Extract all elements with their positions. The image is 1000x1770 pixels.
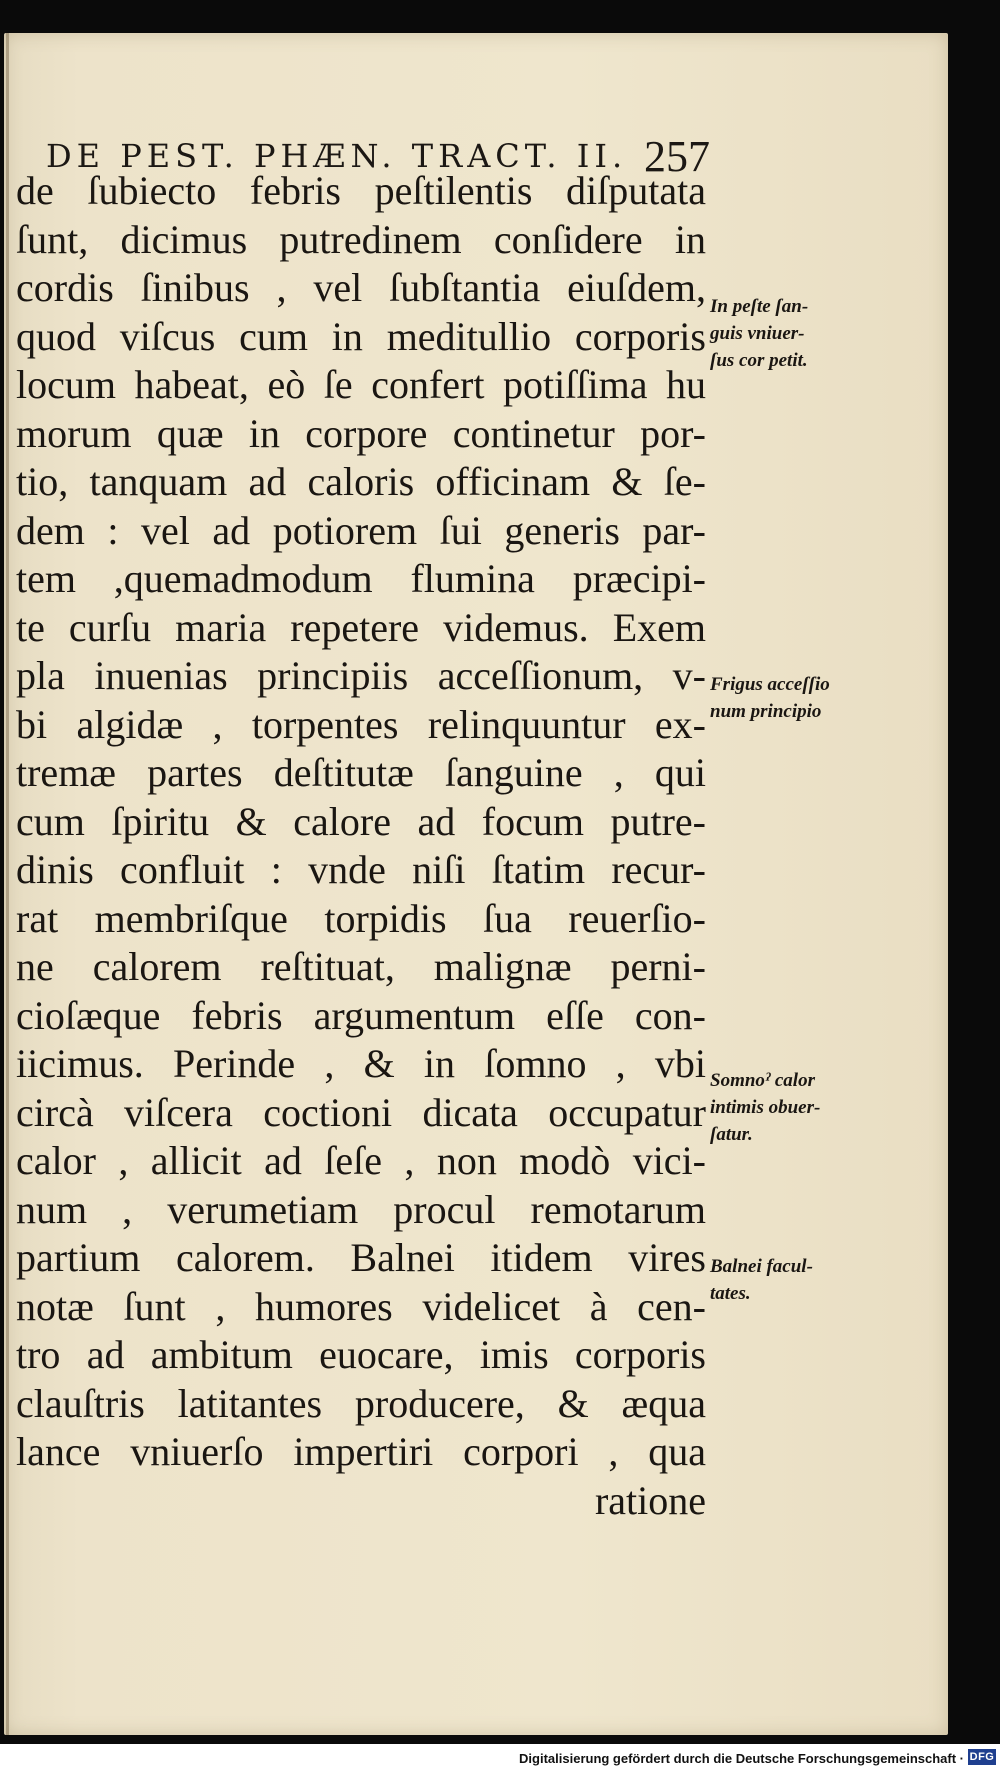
margin-note-line: Somnoˀ calor <box>710 1070 815 1091</box>
margin-note-line: ſus cor petit. <box>710 350 808 371</box>
text-line: circà viſcera coctioni dicata occupatur <box>16 1089 706 1135</box>
margin-note-line: Frigus acceſſio <box>710 674 830 695</box>
text-line: partium calorem. Balnei itidem vires <box>16 1235 706 1280</box>
text-line: iicimus. Perinde , & in ſomno , vbi <box>16 1041 706 1086</box>
text-line: tem ,quemadmodum flumina præcipi- <box>16 556 706 601</box>
text-line: dem : vel ad potiorem ſui generis par- <box>16 507 706 553</box>
text-line: cioſæque febris argumentum eſſe con- <box>16 992 706 1038</box>
text-line: morum quæ in corpore continetur por- <box>16 410 706 456</box>
text-line: tio, tanquam ad caloris officinam & ſe- <box>16 459 706 504</box>
text-line: pla inuenias principiis acceſſionum, v- <box>16 653 706 698</box>
text-line: dinis confluit : vnde niſi ſtatim recur- <box>16 847 706 892</box>
margin-note-sleep-heat <box>710 1067 860 1148</box>
funding-credit: Digitalisierung gefördert durch die Deutsche Forschungsgemeinschaft · <box>519 1751 964 1766</box>
margin-note-cold-onset <box>710 671 860 725</box>
margin-note-line: Balnei facul- <box>710 1256 813 1277</box>
footer-bar <box>0 1744 1000 1770</box>
text-line: tremæ partes deſtitutæ ſanguine , qui <box>16 750 706 795</box>
text-line: ſunt, dicimus putredinem conſidere in <box>16 216 706 262</box>
margin-note-line: ſatur. <box>710 1124 753 1145</box>
text-line: rat membriſque torpidis ſua reuerſio- <box>16 895 706 941</box>
page-number: 257 <box>644 132 710 181</box>
text-line: calor , allicit ad ſeſe , non modò vici- <box>16 1138 706 1183</box>
text-line: locum habeat, eò ſe confert potiſſima hu <box>16 362 706 407</box>
text-line: tro ad ambitum euocare, imis corporis <box>16 1332 706 1377</box>
text-line: ne calorem reſtituat, malignæ perni- <box>16 944 706 989</box>
margin-note-line: num principio <box>710 701 822 722</box>
text-line: cordis ſinibus , vel ſubſtantia eiuſdem, <box>16 265 706 310</box>
catchword: ratione <box>594 1477 706 1523</box>
margin-note-line: guis vniuer- <box>710 323 805 344</box>
text-line: quod viſcus cum in meditullio corporis <box>16 313 706 359</box>
text-line: cum ſpiritu & calore ad focum putre- <box>16 798 706 844</box>
running-header: DE PEST. PHÆN. TRACT. II. <box>46 137 628 175</box>
page-edge <box>6 33 9 1735</box>
margin-note-line: tates. <box>710 1283 751 1304</box>
margin-note-line: intimis obuer- <box>710 1097 821 1118</box>
text-line: te curſu maria repetere videmus. Exem <box>16 604 706 650</box>
text-line: notæ ſunt , humores videlicet à cen- <box>16 1283 706 1329</box>
text-line: clauſtris latitantes producere, & æqua <box>16 1380 706 1426</box>
text-line: de ſubiecto febris peſtilentis diſputata <box>16 168 706 213</box>
margin-note-bath-faculties <box>710 1253 860 1307</box>
dfg-logo: DFG <box>969 1751 995 1763</box>
text-line: lance vniuerſo impertiri corpori , qua <box>16 1429 706 1474</box>
margin-note-line: In peſte ſan- <box>710 296 809 317</box>
main-text <box>16 167 706 1525</box>
margin-note-plague-blood <box>710 293 860 374</box>
text-line: bi algidæ , torpentes relinquuntur ex- <box>16 701 706 747</box>
book-page <box>4 33 948 1735</box>
text-line: num , verumetiam procul remotarum <box>16 1186 706 1232</box>
